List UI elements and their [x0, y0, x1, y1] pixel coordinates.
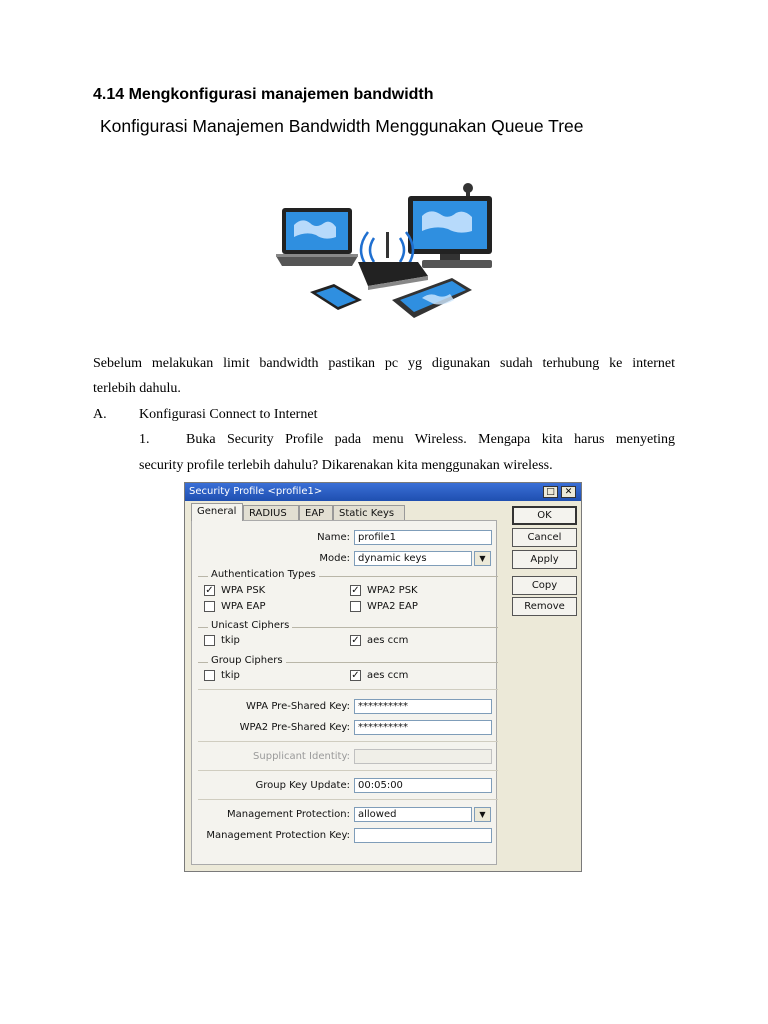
- security-profile-dialog: [184, 482, 582, 872]
- management-protection-key-label: Management Protection Key:: [206, 830, 350, 841]
- supplicant-identity-field[interactable]: [354, 749, 492, 764]
- name-label: Name:: [317, 532, 350, 543]
- auth-types-label: Authentication Types: [208, 569, 319, 580]
- mode-select[interactable]: dynamic keys: [354, 551, 472, 566]
- unicast-ciphers-label: Unicast Ciphers: [208, 620, 292, 631]
- management-protection-select[interactable]: allowed: [354, 807, 472, 822]
- tab-static-keys[interactable]: Static Keys: [333, 505, 405, 521]
- network-devices-illustration: [272, 180, 502, 325]
- remove-button[interactable]: Remove: [512, 597, 577, 616]
- management-protection-label: Management Protection:: [226, 809, 350, 820]
- group-key-update-field[interactable]: 00:05:00: [354, 778, 492, 793]
- wpa-eap-label: WPA EAP: [221, 601, 266, 612]
- tab-radius[interactable]: RADIUS: [243, 505, 299, 521]
- name-field[interactable]: profile1: [354, 530, 492, 545]
- wpa-key-field[interactable]: **********: [354, 699, 492, 714]
- subheading: Konfigurasi Manajemen Bandwidth Menggunakan Queue Tree: [100, 116, 584, 136]
- wpa2-eap-label: WPA2 EAP: [367, 601, 418, 612]
- supplicant-identity-label: Supplicant Identity:: [253, 751, 350, 762]
- list-marker-1: 1.: [139, 432, 150, 447]
- management-protection-key-field[interactable]: [354, 828, 492, 843]
- unicast-aes-checkbox[interactable]: ✓: [351, 635, 360, 646]
- group-ciphers-label: Group Ciphers: [208, 655, 286, 666]
- wpa2-key-field[interactable]: **********: [354, 720, 492, 735]
- divider: [198, 741, 498, 742]
- wpa2-eap-checkbox[interactable]: [350, 601, 361, 612]
- wpa-eap-checkbox[interactable]: [204, 601, 215, 612]
- group-key-update-label: Group Key Update:: [255, 780, 350, 791]
- list-item-1-line-1: Buka Security Profile pada menu Wireless. Mengapa kita harus menyeting: [186, 432, 675, 447]
- general-panel: [191, 520, 497, 865]
- list-item-1-line-2: security profile terlebih dahulu? Dikarenakan kita menggunakan wireless.: [139, 458, 553, 473]
- wpa2-psk-checkbox[interactable]: ✓: [351, 585, 360, 596]
- paragraph-line-2: terlebih dahulu.: [93, 381, 181, 396]
- unicast-tkip-checkbox[interactable]: [204, 635, 215, 646]
- desktop-monitor-icon: [408, 183, 492, 268]
- wpa2-psk-label: WPA2 PSK: [367, 585, 418, 596]
- group-aes-checkbox[interactable]: ✓: [351, 670, 360, 681]
- laptop-icon: [276, 208, 358, 266]
- group-tkip-checkbox[interactable]: [204, 670, 215, 681]
- auth-types-group: [198, 569, 498, 580]
- list-marker-a: A.: [93, 407, 107, 422]
- unicast-aes-label: aes ccm: [367, 635, 409, 646]
- divider: [198, 689, 498, 690]
- wpa-psk-label: WPA PSK: [221, 585, 266, 596]
- mode-dropdown-icon[interactable]: ▼: [474, 551, 491, 566]
- divider: [198, 799, 498, 800]
- maximize-icon[interactable]: □: [543, 486, 558, 498]
- wpa2-key-label: WPA2 Pre-Shared Key:: [239, 722, 350, 733]
- group-aes-label: aes ccm: [367, 670, 409, 681]
- group-ciphers-group: [198, 655, 498, 666]
- mode-label: Mode:: [319, 553, 350, 564]
- dialog-title: Security Profile <profile1>: [185, 483, 581, 501]
- tab-eap[interactable]: EAP: [299, 505, 333, 521]
- wpa-key-label: WPA Pre-Shared Key:: [246, 701, 350, 712]
- tab-general[interactable]: General: [191, 503, 243, 521]
- group-tkip-label: tkip: [221, 670, 240, 681]
- paragraph-line-1: Sebelum melakukan limit bandwidth pastikan pc yg digunakan sudah terhubung ke internet: [93, 356, 675, 371]
- unicast-tkip-label: tkip: [221, 635, 240, 646]
- list-item-a: Konfigurasi Connect to Internet: [139, 407, 318, 422]
- smartphone-icon: [310, 284, 362, 310]
- unicast-ciphers-group: [198, 620, 498, 631]
- apply-button[interactable]: Apply: [512, 550, 577, 569]
- wpa-psk-checkbox[interactable]: ✓: [205, 585, 214, 596]
- section-heading: 4.14 Mengkonfigurasi manajemen bandwidth: [93, 86, 434, 103]
- copy-button[interactable]: Copy: [512, 576, 577, 595]
- ok-button[interactable]: OK: [512, 506, 577, 525]
- divider: [198, 770, 498, 771]
- cancel-button[interactable]: Cancel: [512, 528, 577, 547]
- close-icon[interactable]: ✕: [561, 486, 576, 498]
- management-protection-dropdown-icon[interactable]: ▼: [474, 807, 491, 822]
